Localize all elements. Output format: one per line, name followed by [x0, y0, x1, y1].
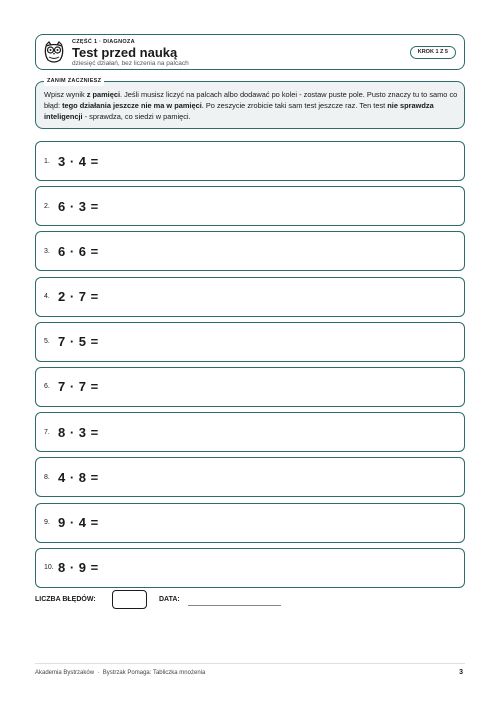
task-expression: 9 · 4 =	[58, 515, 99, 530]
task-number: 3.	[44, 247, 50, 255]
task-number: 1.	[44, 157, 50, 165]
task-expression: 7 · 7 =	[58, 379, 99, 395]
instructions-text: Wpisz wynik z pamięci. Jeśli musisz liczyć na palcach albo dodawać po kolei - zostaw puste pole. Pusto znaczy tu to samo co błąd: tego działania jeszcze nie ma w pamięci. Po zeszycie zrobicie taki sam test jeszcze raz. Ten test nie sprawdza inteligencji - sprawdza, co siedzi w pamięci.	[44, 90, 458, 121]
header-card	[35, 34, 465, 70]
task-row[interactable]	[35, 367, 465, 407]
task-number: 7.	[44, 428, 50, 436]
task-expression: 6 · 3 =	[58, 198, 99, 214]
task-number: 10.	[44, 564, 54, 572]
task-number: 6.	[44, 383, 50, 391]
step-badge: KROK 1 Z 5	[410, 46, 456, 59]
task-row[interactable]	[35, 322, 465, 362]
score-row	[35, 590, 465, 610]
page-footer	[35, 663, 465, 683]
task-expression: 6 · 6 =	[58, 243, 99, 259]
instructions-box	[35, 78, 465, 129]
page-number: 3	[459, 669, 463, 676]
task-row[interactable]	[35, 548, 465, 588]
owl-icon	[43, 40, 65, 64]
task-expression: 8 · 9 =	[58, 560, 99, 576]
task-expression: 3 · 4 =	[58, 153, 99, 169]
page-subtitle: dziesięć działań, bez liczenia na palcach	[72, 60, 189, 67]
footer-brand: Akademia Bystrzaków	[35, 670, 95, 676]
task-row[interactable]	[35, 503, 465, 543]
task-expression: 8 · 3 =	[58, 424, 99, 440]
task-number: 8.	[44, 473, 50, 481]
task-number: 5.	[44, 338, 50, 346]
section-eyebrow: CZĘŚĆ 1 · DIAGNOZA	[72, 39, 135, 45]
task-row[interactable]	[35, 457, 465, 497]
task-row[interactable]	[35, 412, 465, 452]
task-row[interactable]	[35, 141, 465, 181]
instructions-label: ZANIM ZACZNIESZ	[44, 77, 104, 86]
date-field[interactable]	[188, 605, 281, 606]
task-list	[35, 141, 465, 593]
task-row[interactable]	[35, 231, 465, 271]
task-expression: 4 · 8 =	[58, 469, 99, 485]
task-row[interactable]	[35, 277, 465, 317]
footer-separator: ·	[97, 670, 100, 676]
footer-text	[35, 670, 205, 676]
task-expression: 7 · 5 =	[58, 334, 99, 350]
errors-label: LICZBA BŁĘDÓW:	[35, 596, 96, 603]
page-title: Test przed nauką	[72, 45, 178, 60]
task-expression: 2 · 7 =	[58, 289, 99, 305]
task-row[interactable]	[35, 186, 465, 226]
footer-series: Bystrzak Pomaga: Tabliczka mnożenia	[102, 670, 206, 676]
task-number: 4.	[44, 293, 50, 301]
errors-count-field[interactable]	[112, 590, 147, 609]
task-number: 2.	[44, 202, 50, 210]
task-number: 9.	[44, 519, 50, 526]
date-label: DATA:	[159, 596, 180, 603]
